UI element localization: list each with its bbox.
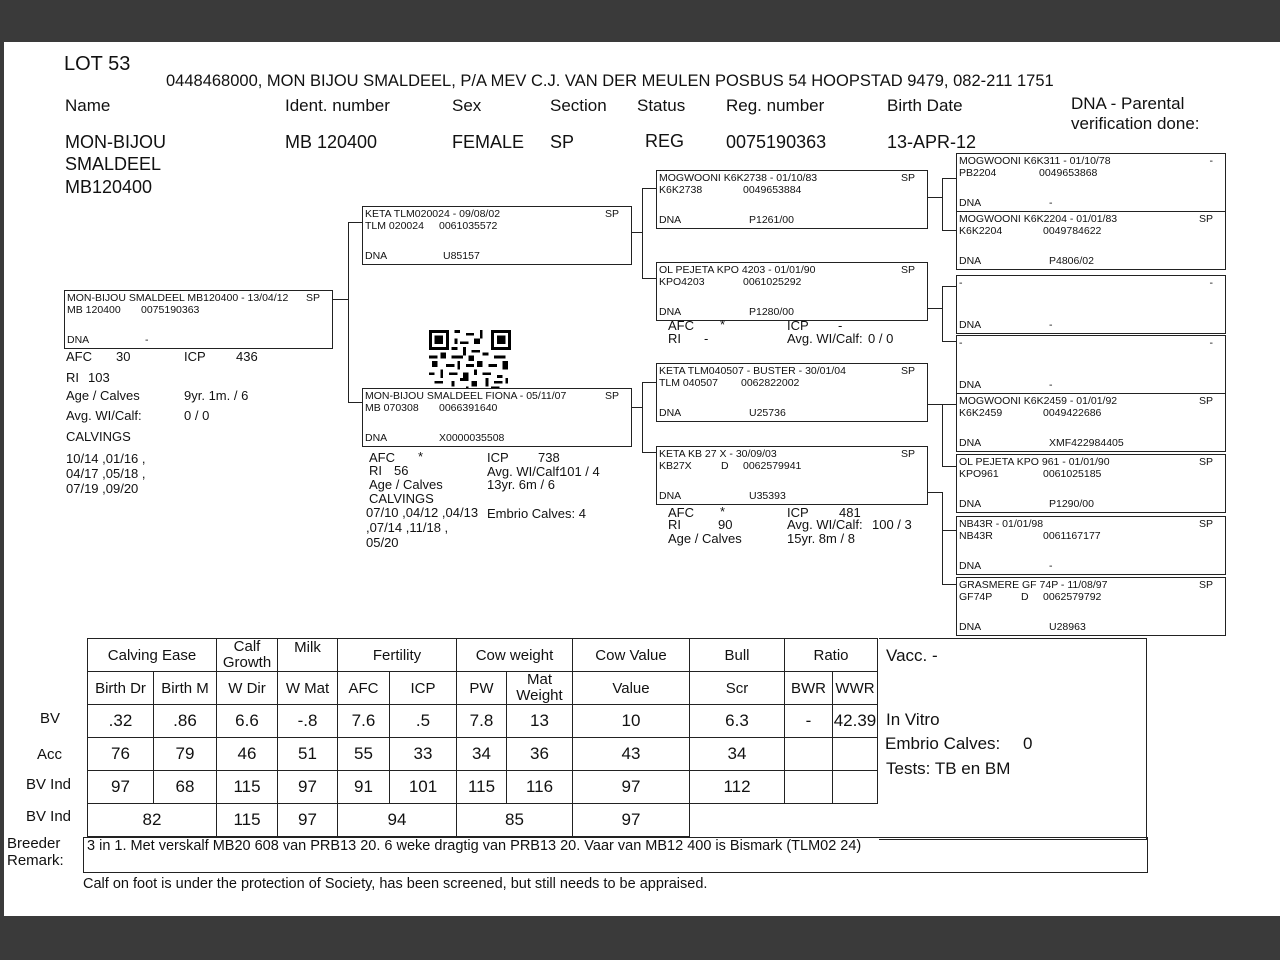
box-section: SP <box>900 264 915 276</box>
dam-embrio: Embrio Calves: 4 <box>487 506 586 521</box>
box-mark: D <box>1021 591 1029 603</box>
grandparent-box <box>656 262 928 321</box>
dam-box <box>362 388 632 447</box>
box-title: MOGWOONI K6K2738 - 01/10/83 <box>659 172 818 184</box>
row-bv-ind-summary <box>88 804 878 837</box>
connector <box>926 308 942 309</box>
gp4-age-label: Age / Calves <box>668 531 742 546</box>
connector <box>632 232 642 233</box>
owner-line: 0448468000, MON BIJOU SMALDEEL, P/A MEV C.J. VAN DER MEULEN POSBUS 54 HOOPSTAD 9479, 082-211 1751 <box>166 72 1054 90</box>
row-label-bv-ind: BV Ind <box>26 776 72 793</box>
box-title: MOGWOONI K6K2459 - 01/01/92 <box>959 395 1118 407</box>
in-vitro-text: In Vitro <box>886 710 940 729</box>
box-dna-value: U28963 <box>1049 621 1086 633</box>
box-id: MB 070308 <box>365 402 419 414</box>
sire-box <box>362 206 632 265</box>
row-acc <box>88 738 878 771</box>
table-cell: 101 <box>390 771 457 804</box>
vacc-text: Vacc. - <box>886 646 938 665</box>
table-cell: 112 <box>690 771 785 804</box>
group-cow-weight: Cow weight <box>457 639 573 672</box>
gp4-icp: 481 <box>839 505 861 520</box>
col-ident: Ident. number <box>285 96 390 115</box>
table-cell: 68 <box>154 771 217 804</box>
dam-ri-label: RI <box>369 463 382 478</box>
embrio-count: 0 <box>1023 734 1033 753</box>
catalog-page <box>4 42 1280 916</box>
box-dna-label: DNA <box>659 407 682 419</box>
table-cell <box>785 771 833 804</box>
connector <box>942 178 956 179</box>
col-sex: Sex <box>452 96 482 115</box>
box-dna-label: DNA <box>659 490 682 502</box>
remark-box <box>83 837 1148 873</box>
box-section: - <box>1209 337 1213 349</box>
calf-growth-line-2: Growth <box>222 654 272 671</box>
tests-text: Tests: TB en BM <box>886 759 1011 778</box>
self-calvings-1: 10/14 ,01/16 , <box>66 451 146 466</box>
box-section: SP <box>1198 518 1213 530</box>
bottom-bar <box>0 916 1280 960</box>
col-reg: Reg. number <box>726 96 825 115</box>
breeding-values-table <box>87 638 878 837</box>
row-label-acc: Acc <box>37 746 63 763</box>
sub-icp: ICP <box>390 672 457 705</box>
dam-icp-label: ICP <box>487 450 509 465</box>
box-section: SP <box>604 390 619 402</box>
dam-calvings-1: 07/10 ,04/12 ,04/13 <box>366 505 479 520</box>
gp4-ri-label: RI <box>668 517 681 532</box>
table-cell: 34 <box>457 738 507 771</box>
box-reg: 0049653884 <box>743 184 802 196</box>
great-grandparent-box <box>956 211 1226 270</box>
box-reg: 0061035572 <box>439 220 498 232</box>
gp2-icp: - <box>838 318 843 333</box>
box-dna-label: DNA <box>659 306 682 318</box>
col-section: Section <box>550 96 607 115</box>
box-dna-label: DNA <box>959 197 982 209</box>
box-dna-label: DNA <box>959 621 982 633</box>
gp4-afc-label: AFC <box>668 505 694 520</box>
table-cell: .5 <box>390 705 457 738</box>
box-reg: 0061025292 <box>743 276 802 288</box>
box-section: - <box>1209 155 1213 167</box>
embrio-label: Embrio Calves: <box>885 734 1001 753</box>
grandparent-box <box>656 363 928 422</box>
box-dna-label: DNA <box>659 214 682 226</box>
sub-w-mat: W Mat <box>278 672 338 705</box>
dam-calvings-2: ,07/14 ,11/18 , <box>366 520 449 535</box>
self-wi-label: Avg. WI/Calf: <box>66 408 142 423</box>
box-dna-value: U25736 <box>749 407 786 419</box>
self-ri: 103 <box>88 370 110 385</box>
self-ri-label: RI <box>66 370 79 385</box>
self-icp: 436 <box>236 349 258 364</box>
group-milk: Milk <box>278 639 338 672</box>
col-status: Status <box>637 96 686 115</box>
sub-wwr: WWR <box>833 672 878 705</box>
animal-name-1: MON-BIJOU <box>65 132 166 152</box>
box-section: SP <box>305 292 320 304</box>
gp2-wi-label: Avg. WI/Calf: <box>787 331 863 346</box>
lot-number: LOT 53 <box>64 53 131 75</box>
gp4-icp-label: ICP <box>787 505 809 520</box>
box-dna-label: DNA <box>959 560 982 572</box>
connector <box>926 492 942 493</box>
table-cell: 7.6 <box>338 705 390 738</box>
box-dna-value: P4806/02 <box>1049 255 1094 267</box>
row-label-bv: BV <box>40 710 61 727</box>
dam-age-label: Age / Calves <box>369 477 443 492</box>
box-section: SP <box>900 365 915 377</box>
dam-icp: 738 <box>538 450 560 465</box>
connector <box>942 230 956 231</box>
footer-note: Calf on foot is under the protection of Society, has been screened, but still needs to be appraised. <box>83 876 708 892</box>
row-bv-ind <box>88 771 878 804</box>
box-dna-value: X0000035508 <box>439 432 505 444</box>
box-dna-value: - <box>1049 319 1053 331</box>
dam-afc: * <box>418 449 424 464</box>
box-section: SP <box>900 448 915 460</box>
table-cell: 55 <box>338 738 390 771</box>
table-cell: 10 <box>573 705 690 738</box>
box-id: K6K2459 <box>959 407 1003 419</box>
box-title: GRASMERE GF 74P - 11/08/97 <box>959 579 1108 591</box>
box-section: SP <box>1198 456 1213 468</box>
box-reg: 0049784622 <box>1043 225 1102 237</box>
box-reg: 0062579941 <box>743 460 802 472</box>
sub-bwr: BWR <box>785 672 833 705</box>
box-title: MON-BIJOU SMALDEEL MB120400 - 13/04/12 <box>67 292 289 304</box>
box-title: KETA TLM040507 - BUSTER - 30/01/04 <box>659 365 846 377</box>
self-icp-label: ICP <box>184 349 206 364</box>
great-grandparent-box <box>956 393 1226 452</box>
sub-birth-dr: Birth Dr <box>88 672 154 705</box>
box-dna-value: U85157 <box>443 250 480 262</box>
box-dna-value: XMF422984405 <box>1049 437 1124 449</box>
gp4-wi: 100 / 3 <box>872 517 912 532</box>
row-label-bv-ind-2: BV Ind <box>26 808 72 825</box>
gp4-ri: 90 <box>718 517 733 532</box>
box-dna-label: DNA <box>959 379 982 391</box>
box-title: KETA TLM020024 - 09/08/02 <box>365 208 501 220</box>
table-cell: -.8 <box>278 705 338 738</box>
sub-pw: PW <box>457 672 507 705</box>
connector <box>332 299 348 300</box>
dam-calvings-label: CALVINGS <box>369 491 434 506</box>
great-grandparent-box <box>956 516 1226 575</box>
box-reg: 0075190363 <box>141 304 200 316</box>
box-reg: 0066391640 <box>439 402 498 414</box>
connector <box>942 584 956 585</box>
connector <box>942 341 956 342</box>
table-cell: 6.6 <box>217 705 278 738</box>
group-ratio: Ratio <box>785 639 878 672</box>
gp2-wi: 0 / 0 <box>868 331 894 346</box>
table-cell: 33 <box>390 738 457 771</box>
table-cell: 43 <box>573 738 690 771</box>
connector <box>942 286 943 341</box>
self-calvings-3: 07/19 ,09/20 <box>66 481 139 496</box>
box-section: - <box>1209 277 1213 289</box>
box-reg: 0061167177 <box>1043 530 1101 542</box>
table-cell: 115 <box>217 804 278 837</box>
box-title: - <box>959 337 963 349</box>
table-cell: 115 <box>217 771 278 804</box>
connector <box>942 404 956 405</box>
table-cell: 94 <box>338 804 457 837</box>
box-id: GF74P <box>959 591 993 603</box>
table-cell-empty <box>690 804 878 837</box>
self-afc-label: AFC <box>66 349 92 364</box>
table-cell: 115 <box>457 771 507 804</box>
remark-label-1: Breeder <box>7 835 61 852</box>
box-dna-value: P1290/00 <box>1049 498 1094 510</box>
sub-afc: AFC <box>338 672 390 705</box>
remark-label-2: Remark: <box>7 852 64 869</box>
box-id: K6K2738 <box>659 184 703 196</box>
table-cell: 85 <box>457 804 573 837</box>
dam-wi-label: Avg. WI/Calf: <box>487 464 563 479</box>
table-cell: 34 <box>690 738 785 771</box>
table-cell: 13 <box>507 705 573 738</box>
table-cell <box>833 738 878 771</box>
box-dna-label: DNA <box>959 255 982 267</box>
table-cell: 46 <box>217 738 278 771</box>
box-title: KETA KB 27 X - 30/09/03 <box>659 448 777 460</box>
group-calving-ease: Calving Ease <box>88 639 217 672</box>
box-dna-label: DNA <box>959 319 982 331</box>
gp2-afc-label: AFC <box>668 318 694 333</box>
table-cell: 79 <box>154 738 217 771</box>
side-panel <box>879 638 1147 840</box>
box-id: PB2204 <box>959 167 997 179</box>
box-id: NB43R <box>959 530 993 542</box>
animal-name-3: MB120400 <box>65 177 153 197</box>
box-section: SP <box>604 208 619 220</box>
table-cell: 116 <box>507 771 573 804</box>
connector <box>348 222 349 402</box>
group-fertility: Fertility <box>338 639 457 672</box>
box-dna-value: U35393 <box>749 490 786 502</box>
gp4-age: 15yr. 8m / 8 <box>787 531 855 546</box>
grandparent-box <box>656 446 928 505</box>
table-cell: .32 <box>88 705 154 738</box>
col-dna-2: verification done: <box>1071 114 1200 133</box>
box-dna-label: DNA <box>959 437 982 449</box>
table-cell: 6.3 <box>690 705 785 738</box>
sub-birth-m: Birth M <box>154 672 217 705</box>
self-age: 9yr. 1m. / 6 <box>184 388 249 403</box>
table-cell: - <box>785 705 833 738</box>
great-grandparent-box <box>956 335 1226 394</box>
table-cell <box>785 738 833 771</box>
table-cell: 51 <box>278 738 338 771</box>
connector <box>942 178 943 230</box>
animal-pedigree-box <box>64 290 333 349</box>
gp2-afc: * <box>720 317 726 332</box>
mat-weight-line-2: Weight <box>516 687 563 704</box>
great-grandparent-box <box>956 153 1226 212</box>
box-dna-label: DNA <box>365 250 388 262</box>
box-dna-value: - <box>1049 197 1053 209</box>
box-title: MOGWOONI K6K311 - 01/10/78 <box>959 155 1111 167</box>
box-dna-value: - <box>1049 560 1053 572</box>
group-cow-value: Cow Value <box>573 639 690 672</box>
box-id: K6K2204 <box>959 225 1003 237</box>
connector <box>926 404 942 405</box>
table-cell <box>833 771 878 804</box>
sub-mat-weight <box>507 672 573 705</box>
connector <box>632 407 642 408</box>
box-reg: 0061025185 <box>1043 468 1102 480</box>
dam-wi: 101 / 4 <box>560 464 600 479</box>
table-cell: 97 <box>573 771 690 804</box>
table-cell: 36 <box>507 738 573 771</box>
box-section: SP <box>1198 213 1213 225</box>
table-cell: 97 <box>278 771 338 804</box>
box-reg: 0049422686 <box>1043 407 1102 419</box>
sub-value: Value <box>573 672 690 705</box>
box-dna-value: - <box>1049 379 1053 391</box>
sub-w-dir: W Dir <box>217 672 278 705</box>
remark-text: 3 in 1. Met verskalf MB20 608 van PRB13 20. 6 weke dragtig van PRB13 20. Vaar van MB12 400 is Bismark (TLM02 24) <box>87 838 862 854</box>
mat-weight-line-1: Mat <box>526 671 552 688</box>
table-cell: 97 <box>88 771 154 804</box>
self-wi: 0 / 0 <box>184 408 210 423</box>
dam-age: 13yr. 6m / 6 <box>487 477 555 492</box>
connector <box>942 492 943 584</box>
box-dna-label: DNA <box>67 334 90 346</box>
dam-calvings-3: 05/20 <box>366 535 399 550</box>
table-cell: 97 <box>573 804 690 837</box>
box-dna-value: - <box>145 334 149 346</box>
table-cell: .86 <box>154 705 217 738</box>
animal-section: SP <box>550 132 575 152</box>
dam-afc-label: AFC <box>369 450 395 465</box>
box-title: NB43R - 01/01/98 <box>959 518 1044 530</box>
animal-sex: FEMALE <box>452 132 525 152</box>
connector <box>926 197 942 198</box>
gp4-wi-label: Avg. WI/Calf: <box>787 517 863 532</box>
grandparent-box <box>656 170 928 229</box>
box-section: SP <box>900 172 915 184</box>
table-cell: 7.8 <box>457 705 507 738</box>
connector <box>942 466 956 467</box>
box-section: SP <box>1198 579 1213 591</box>
table-cell: 97 <box>278 804 338 837</box>
connector <box>942 530 956 531</box>
col-name: Name <box>65 96 111 115</box>
animal-ident: MB 120400 <box>285 132 378 152</box>
box-id: KB27X <box>659 460 692 472</box>
box-id: KPO961 <box>959 468 999 480</box>
box-mark: D <box>721 460 729 472</box>
connector <box>942 404 943 466</box>
box-reg: 0062822002 <box>741 377 800 389</box>
box-title: OL PEJETA KPO 4203 - 01/01/90 <box>659 264 816 276</box>
box-title: MON-BIJOU SMALDEEL FIONA - 05/11/07 <box>365 390 567 402</box>
animal-name-2: SMALDEEL <box>65 154 162 174</box>
connector <box>642 382 643 452</box>
great-grandparent-box <box>956 577 1226 636</box>
row-bv <box>88 705 878 738</box>
self-calvings-label: CALVINGS <box>66 429 131 444</box>
box-dna-value: P1280/00 <box>749 306 794 318</box>
table-cell: 82 <box>88 804 217 837</box>
group-bull: Bull <box>690 639 785 672</box>
animal-birth: 13-APR-12 <box>887 132 977 152</box>
box-id: TLM 020024 <box>365 220 424 232</box>
animal-reg: 0075190363 <box>726 132 827 152</box>
great-grandparent-box <box>956 275 1226 334</box>
box-dna-label: DNA <box>959 498 982 510</box>
self-afc: 30 <box>116 349 131 364</box>
col-dna-1: DNA - Parental <box>1071 94 1185 113</box>
table-cell: 42.39 <box>833 705 878 738</box>
connector <box>642 188 643 278</box>
box-section: SP <box>1198 395 1213 407</box>
box-title: - <box>959 277 963 289</box>
gp2-ri-label: RI <box>668 331 681 346</box>
gp2-icp-label: ICP <box>787 318 809 333</box>
great-grandparent-box <box>956 454 1226 513</box>
self-calvings-2: 04/17 ,05/18 , <box>66 466 146 481</box>
box-dna-label: DNA <box>365 432 388 444</box>
group-calf-growth <box>217 639 278 672</box>
connector <box>942 286 956 287</box>
calf-growth-line-1: Calf <box>233 638 261 655</box>
box-reg: 0062579792 <box>1043 591 1102 603</box>
box-title: MOGWOONI K6K2204 - 01/01/83 <box>959 213 1118 225</box>
box-id: MB 120400 <box>67 304 121 316</box>
table-cell: 91 <box>338 771 390 804</box>
col-birth: Birth Date <box>887 96 963 115</box>
gp4-afc: * <box>720 504 726 519</box>
box-title: OL PEJETA KPO 961 - 01/01/90 <box>959 456 1110 468</box>
dam-ri: 56 <box>394 463 409 478</box>
box-dna-value: P1261/00 <box>749 214 794 226</box>
box-id: KPO4203 <box>659 276 705 288</box>
gp2-ri: - <box>704 331 709 346</box>
box-id: TLM 040507 <box>659 377 718 389</box>
table-cell: 76 <box>88 738 154 771</box>
animal-status: REG <box>645 131 685 151</box>
sub-scr: Scr <box>690 672 785 705</box>
box-reg: 0049653868 <box>1039 167 1098 179</box>
self-age-label: Age / Calves <box>66 388 140 403</box>
